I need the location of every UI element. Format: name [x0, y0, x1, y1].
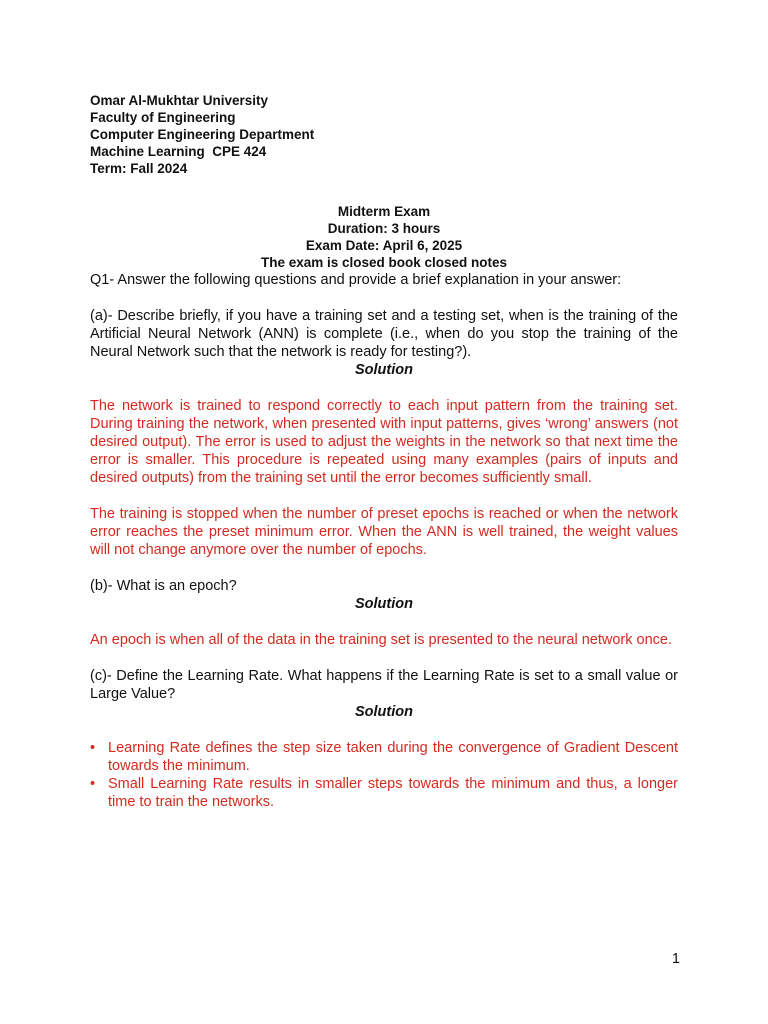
- exam-title: Midterm Exam: [337, 204, 431, 219]
- page-number: 1: [671, 951, 680, 967]
- term: Term: Fall 2024: [90, 161, 188, 176]
- q1c-question: (c)- Define the Learning Rate. What happens if the Learning Rate is set to a small value or Large Value?: [90, 668, 678, 702]
- faculty-name: Faculty of Engineering: [90, 110, 236, 125]
- course-name: Machine Learning CPE 424: [90, 144, 267, 159]
- document-page: [90, 92, 678, 811]
- list-item: [90, 775, 678, 811]
- q1b-answer: An epoch is when all of the data in the training set is presented to the neural network once.: [90, 632, 672, 648]
- exam-date: Exam Date: April 6, 2025: [305, 238, 463, 253]
- university-name: Omar Al-Mukhtar University: [90, 93, 269, 108]
- bullet-icon: •: [90, 740, 96, 756]
- q1b-solution-label: Solution: [355, 596, 413, 612]
- department-name: Computer Engineering Department: [90, 127, 315, 142]
- q1c-answer-list: [90, 739, 678, 811]
- list-item-text: Small Learning Rate results in smaller steps towards the minimum and thus, a longer time to train the networks.: [108, 776, 678, 810]
- header-block: [90, 92, 678, 177]
- list-item-text: Learning Rate defines the step size taken during the convergence of Gradient Descent towards the minimum.: [108, 740, 678, 774]
- exam-duration: Duration: 3 hours: [327, 221, 441, 236]
- q1a-answer-paragraph-2: The training is stopped when the number of preset epochs is reached or when the network error reaches the preset minimum error. When the ANN is well trained, the weight values will not change anymore over the number of epochs.: [90, 506, 678, 558]
- q1a-solution-label: Solution: [355, 362, 413, 378]
- q1b-question: (b)- What is an epoch?: [90, 578, 237, 594]
- q1c-solution-label: Solution: [355, 704, 413, 720]
- q1a-question: (a)- Describe briefly, if you have a training set and a testing set, when is the training of the Artificial Neural Network (ANN) is complete (i.e., when do you stop the training of the Neural Network such that the network is ready for testing?).: [90, 308, 678, 360]
- exam-rules: The exam is closed book closed notes: [260, 255, 508, 270]
- bullet-icon: •: [90, 776, 96, 792]
- q1-intro: Q1- Answer the following questions and provide a brief explanation in your answer:: [90, 272, 622, 288]
- list-item: [90, 739, 678, 775]
- q1a-answer-paragraph-1: The network is trained to respond correctly to each input pattern from the training set. During training the network, when presented with input patterns, gives ‘wrong’ answers (not desired output). The error is used to adjust the weights in the network so that next time the error is smaller. This procedure is repeated using many examples (pairs of inputs and desired outputs) from the training set until the error becomes sufficiently small.: [90, 398, 678, 486]
- exam-info-block: [90, 203, 678, 271]
